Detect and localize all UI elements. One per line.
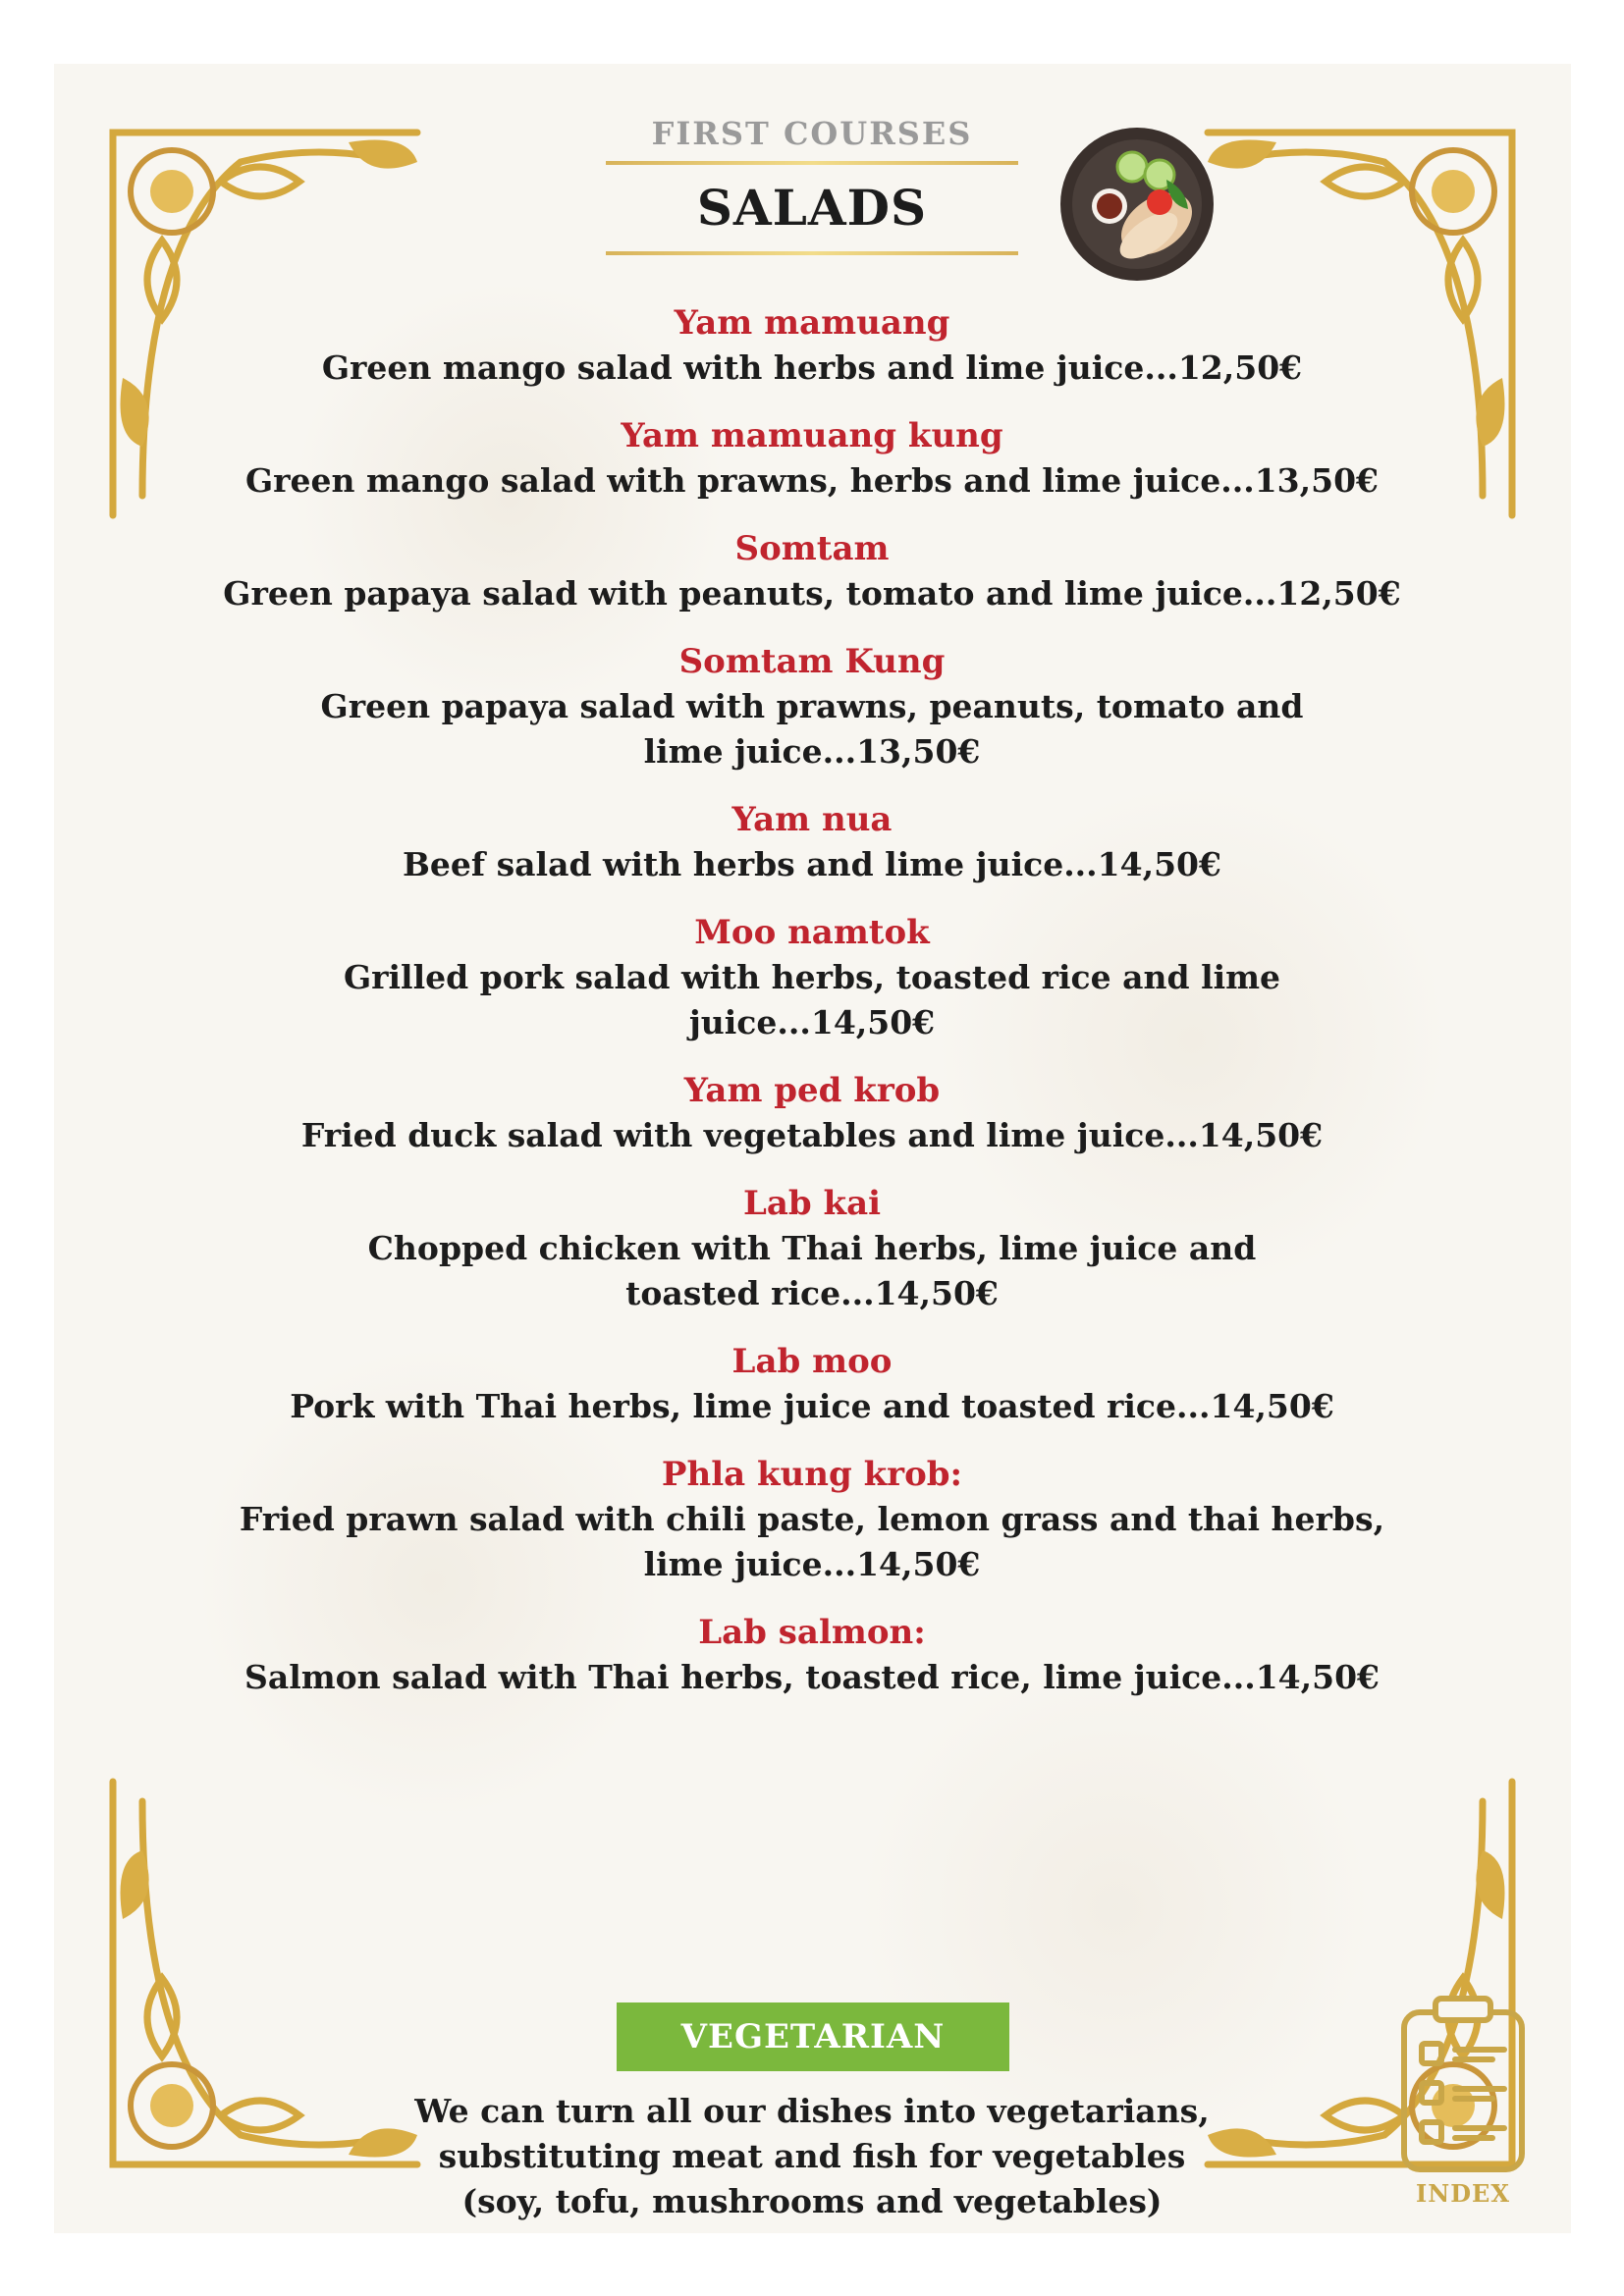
vegetarian-note-line: We can turn all our dishes into vegetarians, bbox=[414, 2092, 1210, 2130]
list-item bbox=[216, 1339, 1408, 1429]
section-header bbox=[606, 110, 1018, 259]
dish-description: lime juice...14,50€ bbox=[643, 1545, 981, 1583]
vegetarian-note-line: substituting meat and fish for vegetables bbox=[438, 2137, 1186, 2175]
dish-description: Green papaya salad with prawns, peanuts, tomato and bbox=[320, 687, 1304, 725]
gold-divider bbox=[606, 161, 1018, 165]
vegetarian-note-line: (soy, tofu, mushrooms and vegetables) bbox=[461, 2182, 1163, 2220]
section-supertitle: FIRST COURSES bbox=[651, 115, 973, 152]
dish-name: Lab kai bbox=[742, 1184, 882, 1223]
vegetarian-note bbox=[370, 2089, 1254, 2224]
list-item bbox=[216, 1452, 1408, 1587]
dish-name: Yam mamuang kung bbox=[621, 416, 1003, 455]
dish-name: Moo namtok bbox=[694, 913, 930, 952]
dish-name: Yam nua bbox=[731, 800, 893, 839]
list-item bbox=[216, 300, 1408, 391]
list-item bbox=[216, 1068, 1408, 1158]
list-item bbox=[216, 526, 1408, 616]
dish-description: Salmon salad with Thai herbs, toasted rice, lime juice...14,50€ bbox=[244, 1658, 1380, 1696]
section-title: SALADS bbox=[696, 179, 928, 237]
dish-name: Phla kung krob: bbox=[661, 1455, 963, 1494]
salad-plate-icon bbox=[1058, 126, 1216, 283]
menu-list-icon bbox=[1394, 1993, 1532, 2179]
dish-name: Yam mamuang bbox=[674, 303, 950, 343]
dish-description: lime juice...13,50€ bbox=[643, 732, 981, 771]
dish-description: Beef salad with herbs and lime juice...14,50€ bbox=[403, 845, 1221, 883]
dish-description: Green mango salad with herbs and lime juice...12,50€ bbox=[321, 348, 1303, 387]
dish-description: toasted rice...14,50€ bbox=[625, 1274, 999, 1312]
dish-description: Pork with Thai herbs, lime juice and toasted rice...14,50€ bbox=[290, 1387, 1334, 1425]
vegetarian-badge: VEGETARIAN bbox=[617, 2002, 1009, 2071]
dish-description: Green mango salad with prawns, herbs and lime juice...13,50€ bbox=[244, 461, 1380, 500]
dish-description: Fried prawn salad with chili paste, lemon grass and thai herbs, bbox=[239, 1500, 1385, 1538]
list-item bbox=[216, 797, 1408, 887]
dish-description: Green papaya salad with peanuts, tomato and lime juice...12,50€ bbox=[223, 574, 1401, 613]
dish-description: Chopped chicken with Thai herbs, lime juice and bbox=[367, 1229, 1257, 1267]
list-item bbox=[216, 1610, 1408, 1700]
list-item bbox=[216, 413, 1408, 504]
dish-description: Fried duck salad with vegetables and lime juice...14,50€ bbox=[300, 1116, 1324, 1154]
dish-name: Lab salmon: bbox=[698, 1613, 926, 1652]
list-item bbox=[216, 639, 1408, 774]
dish-name: Somtam Kung bbox=[678, 642, 946, 681]
dish-name: Lab moo bbox=[731, 1342, 893, 1381]
index-button-label: INDEX bbox=[1416, 2179, 1510, 2208]
dish-description: Grilled pork salad with herbs, toasted rice and lime juice...14,50€ bbox=[343, 958, 1281, 1041]
list-item bbox=[216, 1181, 1408, 1316]
gold-divider bbox=[606, 251, 1018, 255]
dish-name: Somtam bbox=[734, 529, 890, 568]
index-button[interactable] bbox=[1394, 1993, 1532, 2209]
menu-list bbox=[216, 300, 1408, 1723]
list-item bbox=[216, 910, 1408, 1045]
dish-name: Yam ped krob bbox=[683, 1071, 941, 1110]
